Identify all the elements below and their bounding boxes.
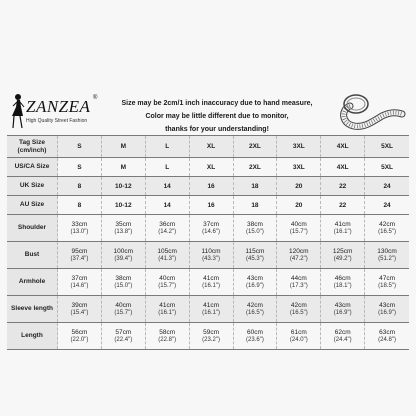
measurement-cell <box>277 323 321 349</box>
cm-value: 62cm <box>334 329 351 336</box>
measurement-cell <box>146 269 190 295</box>
inch-value: (15.7") <box>114 310 133 316</box>
measurement-cell <box>102 242 146 268</box>
measurement-notice <box>112 97 322 136</box>
size-cell: 5XL <box>381 163 394 171</box>
cm-value: 46cm <box>334 275 351 282</box>
table-row <box>7 242 409 269</box>
row-label: Shoulder <box>7 215 58 241</box>
table-row <box>7 296 409 323</box>
size-table <box>7 135 409 350</box>
measurement-cell <box>190 215 234 241</box>
cm-value: 40cm <box>290 221 307 228</box>
row-label: Bust <box>7 242 58 268</box>
cm-value: 63cm <box>379 329 396 336</box>
size-cell: S <box>58 158 102 176</box>
measurement-cell <box>277 296 321 322</box>
measurement-cell <box>190 323 234 349</box>
registered-mark: ® <box>93 95 98 101</box>
notice-line-2: Color may be little different due to monitor, <box>145 113 289 120</box>
measurement-cell <box>365 296 409 322</box>
measurement-cell <box>190 296 234 322</box>
cm-value: 60cm <box>246 329 263 336</box>
cm-value: 61cm <box>290 329 307 336</box>
cm-value: 35cm <box>115 221 132 228</box>
cm-value: 110cm <box>201 248 221 255</box>
measurement-cell <box>146 242 190 268</box>
inch-value: (16.1") <box>202 283 220 289</box>
measurement-cell <box>190 269 234 295</box>
inch-value: (45.3") <box>246 256 264 262</box>
size-cell: 16 <box>190 196 234 214</box>
measurement-cell <box>277 269 321 295</box>
inch-value: (24.0") <box>289 337 308 343</box>
cm-value: 41cm <box>203 275 220 282</box>
size-cell: 14 <box>146 196 190 214</box>
inch-value: (15.4") <box>70 310 89 316</box>
table-header-row <box>7 136 409 158</box>
inch-value: (18.1") <box>333 283 352 289</box>
table-row <box>7 158 409 177</box>
inch-value: (49.2") <box>333 256 352 262</box>
inch-value: (51.2") <box>378 256 396 262</box>
measurement-cell <box>102 296 146 322</box>
header-size-cell: 3XL <box>277 136 321 157</box>
size-cell: 2XL <box>234 158 278 176</box>
cm-value: 33cm <box>71 221 88 228</box>
inch-value: (15.7") <box>289 229 308 235</box>
cm-value: 40cm <box>159 275 176 282</box>
cm-value: 38cm <box>115 275 132 282</box>
size-cell: 4XL <box>321 158 365 176</box>
size-cell: 3XL <box>277 158 321 176</box>
fashion-figure-icon <box>8 92 26 130</box>
measurement-cell <box>234 242 278 268</box>
table-row <box>7 215 409 242</box>
size-cell: 20 <box>277 196 321 214</box>
row-label: Armhole <box>7 269 58 295</box>
header-size-cell: 2XL <box>234 136 278 157</box>
cm-value: 41cm <box>334 221 351 228</box>
inch-value: (22.0") <box>70 337 89 343</box>
inch-value: (15.0") <box>246 229 264 235</box>
measurement-cell <box>234 215 278 241</box>
cm-value: 41cm <box>159 302 176 309</box>
inch-value: (24.4") <box>333 337 352 343</box>
measurement-cell <box>277 215 321 241</box>
cm-value: 41cm <box>203 302 220 309</box>
inch-value: (43.3") <box>202 256 220 262</box>
header-size-cell: M <box>102 136 146 157</box>
cm-value: 120cm <box>289 248 309 255</box>
measurement-cell <box>58 215 102 241</box>
size-cell: 22 <box>321 196 365 214</box>
size-cell: XL <box>190 158 234 176</box>
cm-value: 37cm <box>203 221 220 228</box>
size-cell: 20 <box>277 177 321 195</box>
measurement-cell <box>146 215 190 241</box>
size-cell: 10-12 <box>102 196 146 214</box>
inch-value: (14.2") <box>158 229 177 235</box>
measurement-cell <box>365 215 409 241</box>
cm-value: 42cm <box>290 302 307 309</box>
measurement-cell <box>277 242 321 268</box>
inch-value: (41.3") <box>158 256 177 262</box>
inch-value: (23.6") <box>246 337 264 343</box>
measurement-cell <box>102 323 146 349</box>
size-cell: L <box>146 158 190 176</box>
size-cell: 16 <box>190 177 234 195</box>
inch-value: (16.1") <box>202 310 220 316</box>
inch-value: (22.8") <box>158 337 177 343</box>
inch-value: (16.5") <box>289 310 308 316</box>
cm-value: 130cm <box>377 248 397 255</box>
header-label: Tag Size (cm/inch) <box>7 136 58 157</box>
cm-value: 38cm <box>246 221 263 228</box>
measurement-cell <box>321 296 365 322</box>
cm-value: 43cm <box>379 302 396 309</box>
cm-value: 39cm <box>71 302 88 309</box>
inch-value: (22.4") <box>114 337 133 343</box>
inch-value: (13.0") <box>70 229 89 235</box>
row-label: UK Size <box>7 177 58 195</box>
cm-value: 100cm <box>113 248 134 255</box>
measurement-cell <box>146 296 190 322</box>
inch-value: (16.5") <box>378 229 396 235</box>
size-cell: M <box>102 158 146 176</box>
measurement-cell <box>102 215 146 241</box>
cm-value: 47cm <box>379 275 396 282</box>
measurement-cell <box>321 269 365 295</box>
brand-logo <box>8 92 112 132</box>
measurement-cell <box>146 323 190 349</box>
size-cell: 14 <box>146 177 190 195</box>
brand-name: ZANZEA <box>26 97 91 116</box>
measurement-cell <box>58 269 102 295</box>
measuring-tape-icon <box>332 88 408 134</box>
cm-value: 59cm <box>203 329 220 336</box>
measurement-cell <box>365 323 409 349</box>
header-size-cell: 4XL <box>321 136 365 157</box>
cm-value: 105cm <box>157 248 177 255</box>
inch-value: (14.6") <box>202 229 220 235</box>
size-cell: 8 <box>58 196 102 214</box>
size-cell: 18 <box>234 177 278 195</box>
header-size-cell: S <box>58 136 102 157</box>
measurement-cell <box>365 269 409 295</box>
inch-value: (16.9") <box>246 283 264 289</box>
measurement-cell <box>321 215 365 241</box>
measurement-cell <box>58 242 102 268</box>
cm-value: 42cm <box>246 302 263 309</box>
inch-value: (16.1") <box>158 310 177 316</box>
size-cell: 18 <box>234 196 278 214</box>
row-label: Length <box>7 323 58 349</box>
measurement-cell <box>365 242 409 268</box>
cm-value: 43cm <box>246 275 263 282</box>
header-size-cell: XL <box>190 136 234 157</box>
inch-value: (15.0") <box>114 283 133 289</box>
row-label: Sleeve length <box>7 296 58 322</box>
inch-value: (14.6") <box>70 283 89 289</box>
row-label: AU Size <box>7 196 58 214</box>
row-label: US/CA Size <box>7 158 58 176</box>
header-size-cell: 5XL <box>381 143 394 150</box>
measurement-cell <box>234 269 278 295</box>
notice-line-3: thanks for your understanding! <box>165 126 269 133</box>
inch-value: (16.9") <box>378 310 396 316</box>
size-cell: 8 <box>58 177 102 195</box>
brand-tagline: High Quality Street Fashion <box>26 118 88 124</box>
inch-value: (23.2") <box>202 337 220 343</box>
cm-value: 36cm <box>159 221 176 228</box>
measurement-cell <box>102 269 146 295</box>
inch-value: (47.2") <box>289 256 308 262</box>
measurement-cell <box>321 323 365 349</box>
inch-value: (39.4") <box>114 256 133 262</box>
inch-value: (24.8") <box>378 337 396 343</box>
cm-value: 44cm <box>290 275 307 282</box>
measurement-cell <box>234 296 278 322</box>
cm-value: 43cm <box>334 302 351 309</box>
table-row <box>7 269 409 296</box>
cm-value: 42cm <box>379 221 396 228</box>
cm-value: 125cm <box>332 248 353 255</box>
inch-value: (37.4") <box>70 256 89 262</box>
inch-value: (16.5") <box>246 310 264 316</box>
cm-value: 40cm <box>115 302 132 309</box>
measurement-cell <box>58 296 102 322</box>
measurement-cell <box>234 323 278 349</box>
measurement-cell <box>58 323 102 349</box>
inch-value: (16.1") <box>333 229 352 235</box>
size-chart-header <box>0 88 416 134</box>
cm-value: 57cm <box>115 329 132 336</box>
inch-value: (15.7") <box>158 283 177 289</box>
size-cell: 10-12 <box>102 177 146 195</box>
size-cell: 24 <box>383 182 391 190</box>
cm-value: 115cm <box>245 248 265 255</box>
size-cell: 24 <box>383 201 391 209</box>
header-size-cell: L <box>146 136 190 157</box>
inch-value: (17.3") <box>289 283 308 289</box>
table-row <box>7 323 409 350</box>
cm-value: 56cm <box>71 329 88 336</box>
table-row <box>7 177 409 196</box>
size-cell: 22 <box>321 177 365 195</box>
notice-line-1: Size may be 2cm/1 inch inaccuracy due to hand measure, <box>121 100 313 107</box>
inch-value: (18.5") <box>378 283 396 289</box>
cm-value: 58cm <box>159 329 176 336</box>
cm-value: 95cm <box>71 248 88 255</box>
inch-value: (13.8") <box>114 229 133 235</box>
cm-value: 37cm <box>71 275 88 282</box>
measurement-cell <box>190 242 234 268</box>
inch-value: (16.9") <box>333 310 352 316</box>
measurement-cell <box>321 242 365 268</box>
table-row <box>7 196 409 215</box>
